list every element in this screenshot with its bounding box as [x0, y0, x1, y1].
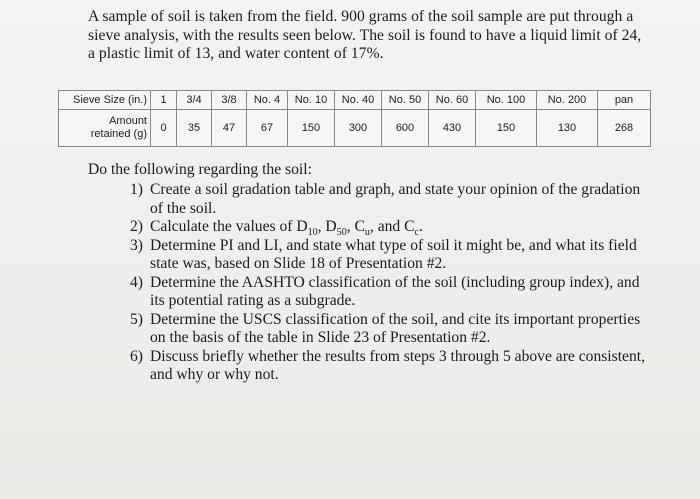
amount-cell: 150: [476, 110, 537, 147]
sieve-size-cell: pan: [598, 91, 651, 110]
question-number: 4): [130, 273, 143, 291]
sieve-size-cell: No. 4: [247, 91, 288, 110]
sieve-size-cell: No. 100: [476, 91, 537, 110]
sieve-size-row: [59, 91, 651, 110]
problem-intro: A sample of soil is taken from the field. 900 grams of the soil sample are put through a sieve analysis, with the results seen below. The soil is found to have a liquid limit of 24, a plastic limit of 13, and water content of 17%.: [88, 8, 642, 62]
amount-cell: 268: [598, 110, 651, 147]
sieve-size-cell: 3/8: [212, 91, 247, 110]
question-item: [130, 274, 645, 311]
question-item: [130, 218, 645, 237]
amount-cell: 0: [151, 110, 177, 147]
question-text: Discuss briefly whether the results from steps 3 through 5 above are consistent, and why or why not.: [150, 347, 645, 383]
amount-label-line2: retained (g): [90, 128, 147, 140]
question-number: 6): [130, 347, 143, 365]
questions-lead: Do the following regarding the soil:: [88, 161, 312, 178]
question-number: 3): [130, 236, 143, 254]
amount-cell: 47: [212, 110, 247, 147]
question-number: 5): [130, 310, 143, 328]
amount-cell: 150: [288, 110, 335, 147]
question-item: [130, 237, 645, 274]
amount-cell: 600: [382, 110, 429, 147]
question-item: [130, 181, 645, 218]
question-item: [130, 348, 645, 385]
sieve-size-cell: 1: [151, 91, 177, 110]
amount-retained-header: [59, 110, 151, 147]
question-text: Determine the USCS classification of the soil, and cite its important properties on the basis of the table in Slide 23 of Presentation #2.: [150, 310, 641, 346]
question-text: Calculate the values of $D_{10}$, $D_{50}$, $C_u$, and $C_c$.: [150, 218, 423, 239]
amount-cell: 300: [335, 110, 382, 147]
question-text: Create a soil gradation table and graph, and state your opinion of the gradation of the soil.: [150, 181, 641, 217]
question-number: 2): [130, 218, 143, 235]
sieve-size-header: Sieve Size (in.): [59, 91, 151, 110]
amount-cell: 130: [537, 110, 598, 147]
question-number: 1): [130, 181, 143, 198]
question-text: Determine PI and LI, and state what type of soil it might be, and what its field state was, based on Slide 18 of Presentation #2.: [150, 236, 637, 272]
amount-cell: 35: [177, 110, 212, 147]
amount-label-line1: Amount: [109, 115, 147, 127]
sieve-size-cell: No. 10: [288, 91, 335, 110]
sieve-size-cell: No. 50: [382, 91, 429, 110]
sieve-size-cell: No. 40: [335, 91, 382, 110]
questions-list: [130, 181, 645, 385]
amount-retained-row: [59, 110, 651, 147]
question-item: [130, 311, 645, 348]
sieve-analysis-table: [58, 90, 651, 147]
sieve-size-cell: 3/4: [177, 91, 212, 110]
amount-cell: 67: [247, 110, 288, 147]
sieve-size-cell: No. 60: [429, 91, 476, 110]
amount-cell: 430: [429, 110, 476, 147]
sieve-size-cell: No. 200: [537, 91, 598, 110]
question-text: Determine the AASHTO classification of the soil (including group index), and its potential rating as a subgrade.: [150, 273, 640, 309]
